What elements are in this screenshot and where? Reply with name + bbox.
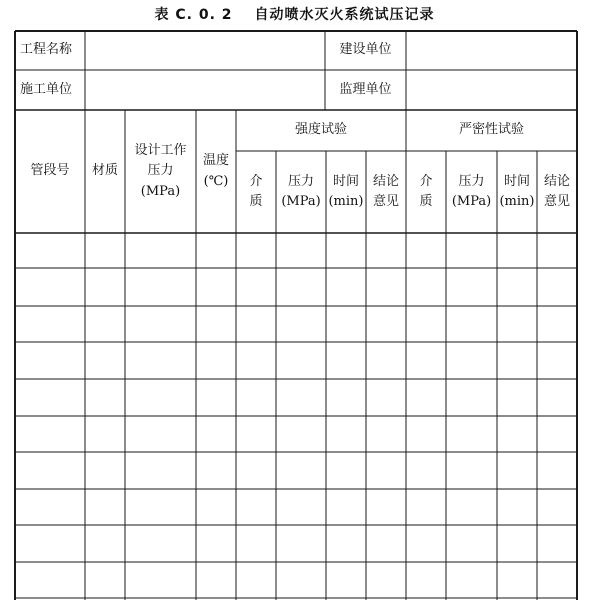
strength-time-label: 时间 — [332, 173, 359, 189]
tightness-conclusion-line-2: 意见 — [543, 194, 570, 209]
tightness-medium-line-1: 介 — [419, 173, 433, 189]
supervision-unit-label: 监理单位 — [339, 81, 392, 97]
table-row[interactable] — [15, 452, 577, 489]
table-row[interactable] — [15, 379, 577, 416]
supervision-unit-field[interactable] — [406, 70, 577, 110]
tightness-pressure-header — [446, 151, 497, 233]
strength-time-header — [326, 151, 366, 233]
design-pressure-unit: (MPa) — [140, 183, 181, 199]
tightness-test-header: 严密性试验 — [458, 122, 524, 138]
construction-unit-field[interactable] — [406, 31, 577, 70]
tightness-time-label: 时间 — [503, 173, 530, 189]
table-row[interactable] — [15, 306, 577, 342]
strength-medium-header — [236, 151, 276, 233]
construction-unit-label: 建设单位 — [339, 42, 392, 58]
strength-time-unit: (min) — [328, 194, 364, 209]
strength-test-header: 强度试验 — [294, 122, 347, 138]
table-row[interactable] — [15, 233, 577, 268]
project-name-field[interactable] — [85, 31, 325, 70]
table-row[interactable] — [15, 342, 577, 379]
design-pressure-line-2: 压力 — [147, 163, 174, 179]
tightness-conclusion-line-1: 结论 — [543, 173, 570, 189]
strength-pressure-header — [276, 151, 326, 233]
builder-field[interactable] — [85, 70, 325, 110]
table-name: 自动喷水灭火系统试压记录 — [254, 7, 435, 23]
project-name-label: 工程名称 — [20, 42, 73, 58]
tightness-medium-line-2: 质 — [419, 194, 433, 209]
strength-conclusion-header — [366, 151, 406, 233]
tightness-pressure-label: 压力 — [458, 173, 485, 189]
pipe-section-header: 管段号 — [30, 163, 70, 179]
tightness-time-header — [497, 151, 537, 233]
tightness-medium-header — [406, 151, 446, 233]
temperature-header — [196, 110, 236, 233]
table-row[interactable] — [15, 416, 577, 452]
strength-pressure-unit: (MPa) — [281, 194, 321, 209]
strength-conclusion-line-2: 意见 — [372, 194, 399, 209]
table-row[interactable] — [15, 268, 577, 306]
strength-pressure-label: 压力 — [287, 173, 314, 189]
table-row[interactable] — [15, 489, 577, 525]
design-pressure-line-1: 设计工作 — [134, 143, 187, 159]
tightness-conclusion-header — [537, 151, 577, 233]
tightness-time-unit: (min) — [499, 194, 535, 209]
design-pressure-header — [125, 110, 196, 233]
strength-conclusion-line-1: 结论 — [372, 173, 399, 189]
table-code: 表 C. 0. 2 — [154, 7, 233, 23]
table-row[interactable] — [15, 525, 577, 562]
tightness-pressure-unit: (MPa) — [451, 194, 492, 209]
builder-label: 施工单位 — [20, 81, 73, 97]
temperature-unit: (℃) — [203, 173, 229, 189]
material-header: 材质 — [91, 163, 118, 179]
strength-medium-line-1: 介 — [249, 173, 263, 189]
temperature-label: 温度 — [202, 153, 229, 169]
strength-medium-line-2: 质 — [249, 194, 263, 209]
table-row[interactable] — [15, 562, 577, 598]
